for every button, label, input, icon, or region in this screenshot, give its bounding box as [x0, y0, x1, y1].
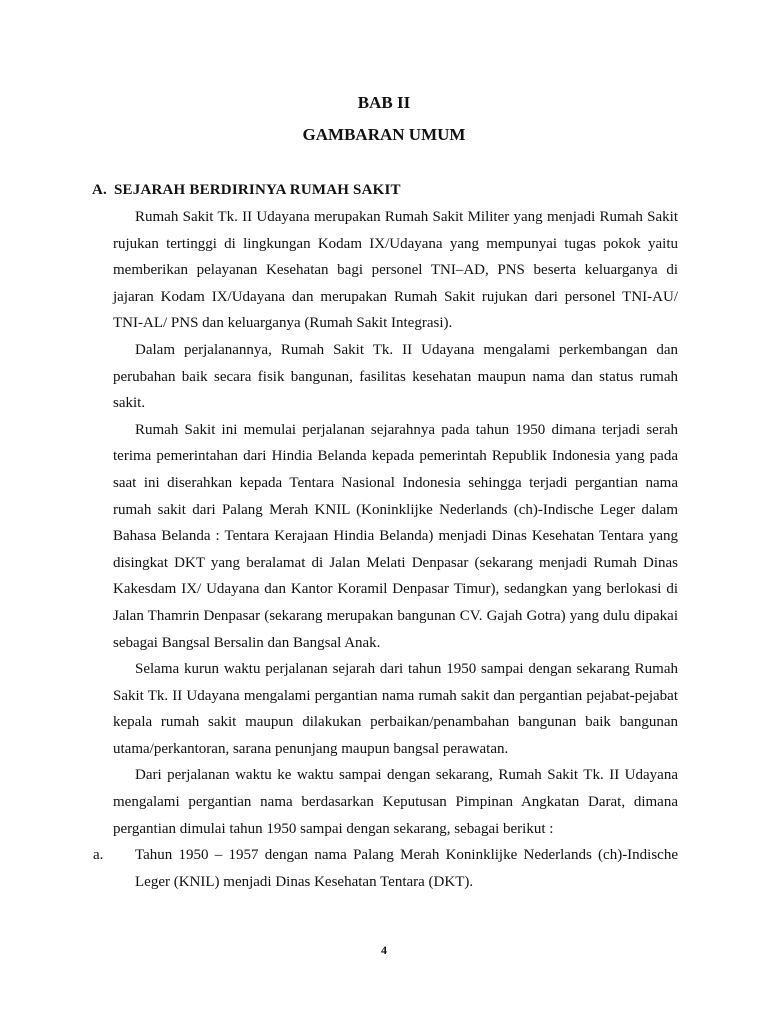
section-letter: A.: [92, 182, 107, 198]
paragraph: Rumah Sakit Tk. II Udayana merupakan Rumah Sakit Militer yang menjadi Rumah Sakit rujukan tertinggi di lingkungan Kodam IX/Udayana yang mempunyai tugas pokok yaitu memberikan pelayanan Kesehatan bagi personel TNI–AD, PNS beserta keluarganya di jajaran Kodam IX/Udayana dan merupakan Rumah Sakit rujukan dari personel TNI-AU/ TNI-AL/ PNS dan keluarganya (Rumah Sakit Integrasi).: [113, 209, 678, 332]
chapter-number: BAB II: [357, 93, 411, 112]
paragraph: Selama kurun waktu perjalanan sejarah dari tahun 1950 sampai dengan sekarang Rumah Sakit Tk. II Udayana mengalami pergantian nama rumah sakit dan pergantian pejabat-pejabat kepala rumah sakit maupun dilakukan perbaikan/penambahan bangunan baik bangunan utama/perkantoran, sarana penunjang maupun bangsal perawatan.: [113, 661, 678, 757]
paragraph: Rumah Sakit ini memulai perjalanan sejarahnya pada tahun 1950 dimana terjadi serah terima pemerintahan dari Hindia Belanda kepada pemerintah Republik Indonesia yang pada saat ini diserahkan kepada Tentara Nasional Indonesia sehingga terjadi pergantian nama rumah sakit dari Palang Merah KNIL (Koninklijke Nederlands (ch)-Indische Leger dalam Bahasa Belanda : Tentara Kerajaan Hindia Belanda) menjadi Dinas Kesehatan Tentara yang disingkat DKT yang beralamat di Jalan Melati Denpasar (sekarang menjadi Rumah Dinas Kakesdam IX/ Udayana dan Kantor Koramil Denpasar Timur), sedangkan yang berlokasi di Jalan Thamrin Denpasar (sekarang merupakan bangunan CV. Gajah Gotra) yang dulu dipakai sebagai Bangsal Bersalin dan Bangsal Anak.: [113, 421, 678, 651]
section-title: SEJARAH BERDIRINYA RUMAH SAKIT: [114, 182, 401, 198]
list-item-text: Tahun 1950 – 1957 dengan nama Palang Merah Koninklijke Nederlands (ch)-Indische Leger (KNIL) menjadi Dinas Kesehatan Tentara (DKT).: [135, 847, 678, 890]
list-item: [93, 842, 678, 895]
section-heading: [92, 182, 401, 199]
chapter-title: GAMBARAN UMUM: [302, 125, 466, 144]
page-number: 4: [381, 943, 387, 957]
body-text: [93, 204, 678, 895]
list-marker: a.: [93, 847, 104, 864]
paragraph: Dalam perjalanannya, Rumah Sakit Tk. II Udayana mengalami perkembangan dan perubahan baik secara fisik bangunan, fasilitas kesehatan maupun nama dan status rumah sakit.: [113, 341, 678, 412]
name-history-list: [93, 842, 678, 895]
paragraph: Dari perjalanan waktu ke waktu sampai dengan sekarang, Rumah Sakit Tk. II Udayana mengalami pergantian nama berdasarkan Keputusan Pimpinan Angkatan Darat, dimana pergantian dimulai tahun 1950 sampai dengan sekarang, sebagai berikut :: [113, 767, 678, 837]
